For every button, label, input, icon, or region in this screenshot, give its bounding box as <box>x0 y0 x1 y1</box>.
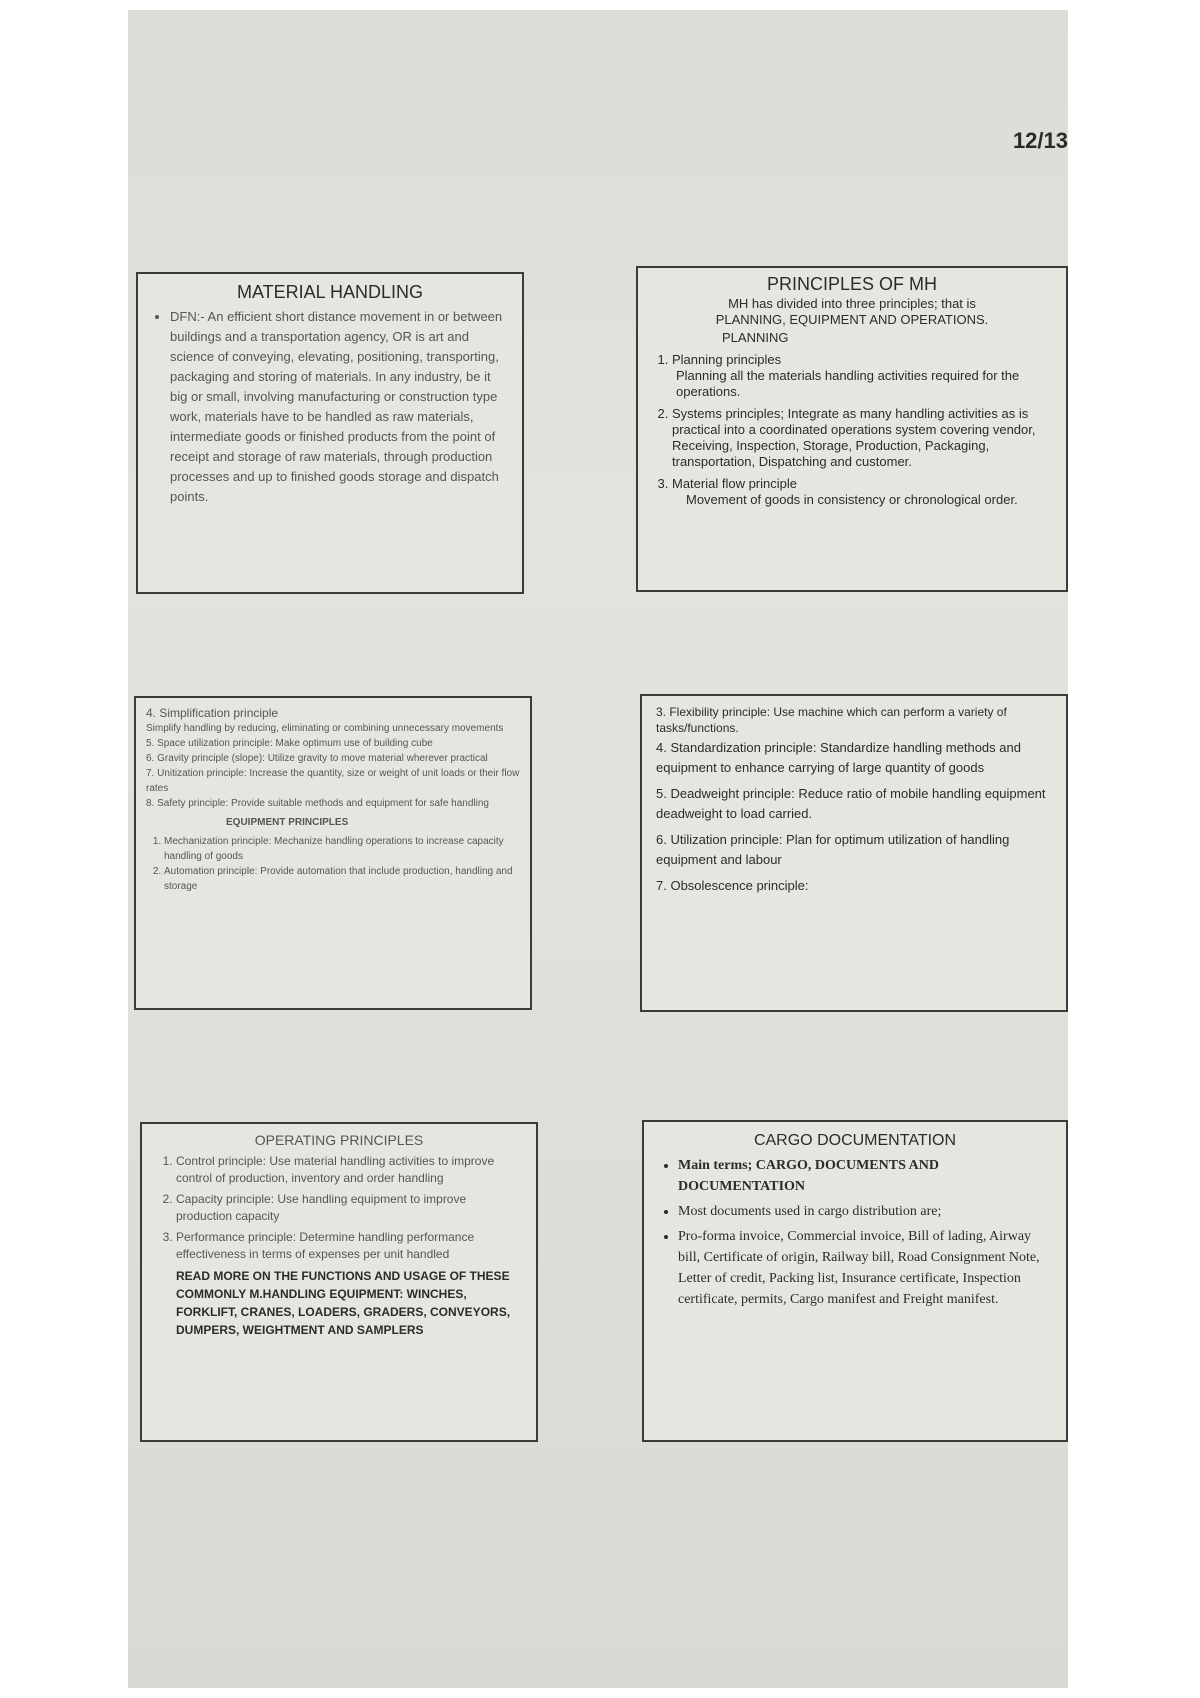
scanned-sheet <box>128 10 1068 1688</box>
list-item: 2. Capacity principle: Use handling equipment to improve production capacity <box>176 1191 522 1225</box>
subheading: EQUIPMENT PRINCIPLES <box>226 817 349 828</box>
page-number: 12/13 <box>1012 128 1068 153</box>
card-title: MATERIAL HANDLING <box>236 282 424 302</box>
card-title: CARGO DOCUMENTATION <box>753 1132 957 1149</box>
list-item: 6. Utilization principle: Plan for optimum utilization of handling equipment and labour <box>656 832 1010 867</box>
list-item: 5. Space utilization principle: Make optimum use of building cube <box>146 738 433 749</box>
simplification-card <box>134 696 532 1010</box>
material-handling-card <box>136 272 524 594</box>
list-item: 3. Material flow principle Movement of goods in consistency or chronological order. <box>672 476 1052 508</box>
intro-line: PLANNING, EQUIPMENT AND OPERATIONS. <box>715 312 989 327</box>
definition-text: • DFN:- An efficient short distance movement in or between buildings and a transportation agency, OR is art and science of conveying, elevating, positioning, transporting, packaging and storing of materials. In any industry, be it big or small, involving manufacturing or construction type work, materials have to be handled as raw materials, intermediate goods or finished products from the point of receipt and storage of raw materials, through production processes and up to finished goods storage and dispatch points. <box>170 307 508 507</box>
list-item: 1. Planning principles Planning all the materials handling activities required for the operations. <box>672 352 1052 400</box>
list-item: 1. Mechanization principle: Mechanize handling operations to increase capacity handling of goods <box>164 834 520 864</box>
list-item: 1. Control principle: Use material handling activities to improve control of production, inventory and order handling <box>176 1153 522 1187</box>
list-item: • Pro-forma invoice, Commercial invoice, Bill of lading, Airway bill, Certificate of origin, Railway bill, Road Consignment Note, Letter of credit, Packing list, Insurance certificate, Inspection certificate, permits, Cargo manifest and Freight manifest. <box>678 1226 1050 1310</box>
card-title: OPERATING PRINCIPLES <box>254 1132 424 1148</box>
list-item: 3. Flexibility principle: Use machine which can perform a variety of tasks/functions. <box>656 705 1007 735</box>
list-item: • Main terms; CARGO, DOCUMENTS AND DOCUMENTATION <box>678 1155 1050 1197</box>
list-item: 2. Systems principles; Integrate as many handling activities as is practical into a coordinated operations system covering vendor, Receiving, Inspection, Storage, Production, Packaging, transportation, Dispatching and customer. <box>672 406 1052 470</box>
list-item: 8. Safety principle: Provide suitable methods and equipment for safe handling <box>146 798 489 809</box>
list-item: 7. Obsolescence principle: <box>656 878 809 893</box>
list-item: Simplify handling by reducing, eliminating or combining unnecessary movements <box>146 723 504 734</box>
cargo-documentation-card <box>642 1120 1068 1442</box>
card-title: PRINCIPLES OF MH <box>766 274 938 294</box>
read-more-note: READ MORE ON THE FUNCTIONS AND USAGE OF THESE COMMONLY M.HANDLING EQUIPMENT: WINCHES, FORKLIFT, CRANES, LOADERS, GRADERS, CONVEYORS, DUMPERS, WEIGHTMENT AND SAMPLERS <box>176 1269 511 1337</box>
principles-card <box>636 266 1068 592</box>
list-item: 6. Gravity principle (slope): Utilize gravity to move material wherever practical <box>146 753 488 764</box>
list-item: 4. Standardization principle: Standardize handling methods and equipment to enhance carrying of large quantity of goods <box>656 740 1021 775</box>
intro-line: MH has divided into three principles; that is <box>728 296 976 311</box>
list-item: 7. Unitization principle: Increase the quantity, size or weight of unit loads or their flow rates <box>146 768 520 794</box>
list-item: 5. Deadweight principle: Reduce ratio of mobile handling equipment deadweight to load carried. <box>656 786 1046 821</box>
list-item: 4. Simplification principle <box>146 706 279 720</box>
list-item: • Most documents used in cargo distribution are; <box>678 1201 1050 1222</box>
flexibility-card <box>640 694 1068 1012</box>
operating-principles-card <box>140 1122 538 1442</box>
subheading: PLANNING <box>722 330 789 345</box>
list-item: 2. Automation principle: Provide automation that include production, handling and storage <box>164 864 520 894</box>
list-item: 3. Performance principle: Determine handling performance effectiveness in terms of expenses per unit handled <box>176 1229 522 1263</box>
